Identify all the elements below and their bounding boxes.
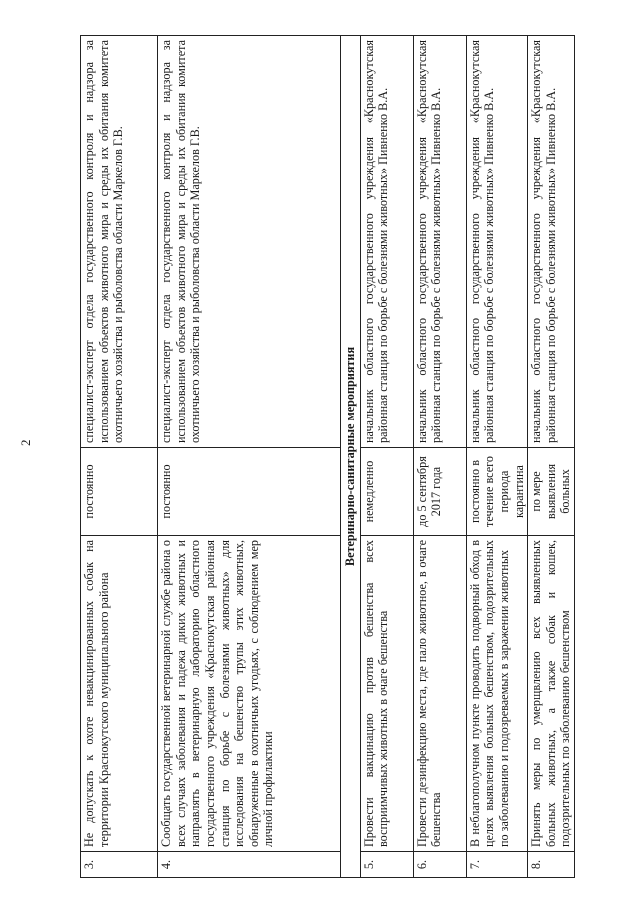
- table-row: [466, 36, 528, 878]
- responsible-text: специалист-эксперт отдела государственного контроля и надзора за использованием объектов животного мира и среды их обитания комитета охотничьего хозяйства и рыболовства области Маркелов Г.В.: [81, 36, 158, 448]
- table-row: [528, 36, 575, 878]
- measure-text: Не допускать к охоте невакцинированных собак на территории Краснокутского муниципального района: [81, 536, 158, 852]
- table-row: [360, 36, 413, 878]
- responsible-text: начальник областного государственного учреждения «Краснокутская районная станция по борьбе с болезнями животных» Пивненко В.А.: [360, 36, 413, 448]
- row-number: 6.: [413, 852, 466, 878]
- rotated-table-container: [80, 36, 573, 878]
- row-number: 3.: [81, 852, 158, 878]
- table-row: [158, 36, 341, 878]
- row-number: 8.: [528, 852, 575, 878]
- responsible-text: начальник областного государственного учреждения «Краснокутская районная станция по борьбе с болезнями животных» Пивненко В.А.: [466, 36, 528, 448]
- measure-text: В неблагополучном пункте проводить подворный обход в целях выявления больных бешенством, подозрительных по заболеванию и подозреваемых в заражении животных: [466, 536, 528, 852]
- section-title: Ветеринарно-санитарные мероприятия: [341, 36, 361, 878]
- measure-text: Провести вакцинацию против бешенства всех восприимчивых животных в очаге бешенства: [360, 536, 413, 852]
- responsible-text: специалист-эксперт отдела государственного контроля и надзора за использованием объектов животного мира и среды их обитания комитета охотничьего хозяйства и рыболовства области Маркелов Г.В.: [158, 36, 341, 448]
- section-row: [341, 36, 361, 878]
- measure-text: Сообщать государственной ветеринарной службе района о всех случаях заболевания и падежа диких животных и направлять в ветеринарную лабораторию областного государственного учреждения «Краснокутская районная станция по борьбе с болезнями животных» для исследования на бешенство трупы этих животных, обнаруженные в охотничьих угодьях, с соблюдением мер личной профилактики: [158, 536, 341, 852]
- deadline-text: по мере выявления больных: [528, 448, 575, 536]
- responsible-text: начальник областного государственного учреждения «Краснокутская районная станция по борьбе с болезнями животных» Пивненко В.А.: [528, 36, 575, 448]
- table-row: [81, 36, 158, 878]
- table-row: [413, 36, 466, 878]
- deadline-text: постоянно: [81, 448, 158, 536]
- deadline-text: немедленно: [360, 448, 413, 536]
- deadline-text: до 5 сентября 2017 года: [413, 448, 466, 536]
- page-number: 2: [18, 439, 33, 446]
- row-number: 5.: [360, 852, 413, 878]
- measure-text: Принять меры по умерщвлению всех выявленных больных животных, а также собак и кошек, подозрительных по заболеванию бешенством: [528, 536, 575, 852]
- measure-text: Провести дезинфекцию места, где пало животное, в очаге бешенства: [413, 536, 466, 852]
- deadline-text: постоянно: [158, 448, 341, 536]
- responsible-text: начальник областного государственного учреждения «Краснокутская районная станция по борьбе с болезнями животных» Пивненко В.А.: [413, 36, 466, 448]
- measures-table: [80, 35, 575, 878]
- row-number: 4.: [158, 852, 341, 878]
- deadline-text: постоянно в течение всего периода карантина: [466, 448, 528, 536]
- row-number: 7.: [466, 852, 528, 878]
